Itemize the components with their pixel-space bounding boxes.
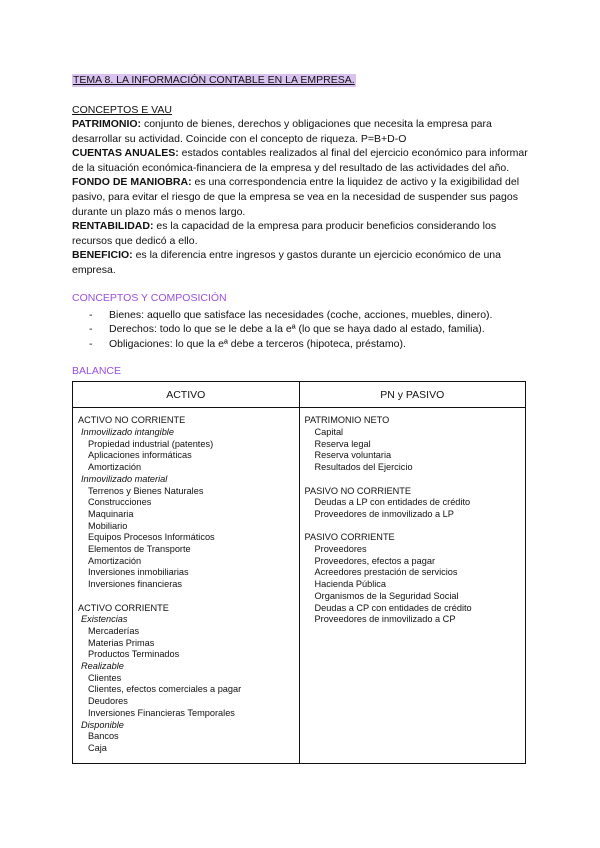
pn-title: PATRIMONIO NETO [304,415,390,426]
activo-column [73,408,300,763]
definitions-list [72,117,528,278]
definition-patrimonio [72,117,528,146]
balance-body-row [73,408,526,763]
table-row: Deudas a CP con entidades de crédito [314,602,472,613]
table-row: Inversiones financieras [88,579,182,590]
col-pasivo-header: PN y PASIVO [299,382,526,408]
conceptos-heading: CONCEPTOS E VAU [72,104,172,116]
table-row: Elementos de Transporte [88,544,191,555]
definition-beneficio [72,248,528,277]
definition-rentabilidad [72,219,528,248]
table-row: Construcciones [88,497,152,508]
list-item-text: Derechos: todo lo que se le debe a la eª (lo que se haya dado al estado, familia). [109,323,485,336]
definition-text: es una correspondencia entre la liquidez de activo y la exigibilidad del pasivo, para evitar el riesgo de que la empresa se vea en la necesidad de suspender sus pagos durante un plazo más o menos largo. [72,176,520,218]
list-item [72,337,528,352]
definition-text: conjunto de bienes, derechos y obligaciones que necesita la empresa para desarrollar su actividad. Coincide con el concepto de riqueza. P=B+D-O [72,118,492,145]
disponible-label: Disponible [81,719,124,730]
table-row: Deudores [88,696,128,707]
table-row: Proveedores de inmovilizado a LP [314,508,454,519]
dash-bullet-icon: - [89,337,93,350]
table-row: Acreedores prestación de servicios [314,567,458,578]
document-title-row [72,70,528,88]
composicion-heading: CONCEPTOS Y COMPOSICIÓN [72,291,227,304]
composicion-list [72,308,528,352]
balance-table [72,381,526,763]
realizable-label: Realizable [81,661,124,672]
spacer [78,591,295,603]
definition-text: es la diferencia entre ingresos y gastos durante un ejercicio económico de una empresa. [72,249,501,276]
table-row: Mercaderías [88,625,140,636]
pasivo-column [299,408,526,763]
spacer [305,521,522,533]
table-row: Propiedad industrial (patentes) [88,438,214,449]
table-row: Bancos [88,731,119,742]
definition-term: PATRIMONIO: [72,118,142,130]
intangible-label: Inmovilizado intangible [81,427,174,438]
anc-title: ACTIVO NO CORRIENTE [78,415,186,426]
table-row: Productos Terminados [88,649,180,660]
table-row: Amortización [88,555,142,566]
table-row: Maquinaria [88,508,134,519]
table-row: Organismos de la Seguridad Social [314,590,459,601]
table-row: Clientes [88,672,122,683]
dash-bullet-icon: - [89,323,93,336]
table-row: Resultados del Ejercicio [314,462,413,473]
definition-cuentas-anuales [72,146,528,175]
definition-term: CUENTAS ANUALES: [72,147,179,160]
definition-term: BENEFICIO: [72,249,133,262]
pc-title: PASIVO CORRIENTE [304,532,395,543]
definition-text: estados contables realizados al final del ejercicio económico para informar de la situación económica-financiera de la empresa y del resultado de las actividades del año. [72,147,528,174]
material-label: Inmovilizado material [81,473,168,484]
spacer [305,474,522,486]
list-item-text: Obligaciones: lo que la eª debe a terceros (hipoteca, préstamo). [109,337,406,350]
table-row: Materias Primas [88,637,155,648]
table-row: Amortización [88,462,142,473]
table-row: Deudas a LP con entidades de crédito [314,497,471,508]
document-page [72,70,528,764]
definition-text: es la capacidad de la empresa para producir beneficios considerando los recursos que dedicó a ello. [72,220,497,247]
definition-term: FONDO DE MANIOBRA: [72,176,192,189]
table-row: Reserva legal [314,438,371,449]
table-row: Proveedores [314,544,367,555]
existencias-label: Existencias [81,614,128,625]
table-row: Reserva voluntaria [314,450,392,461]
col-activo-header: ACTIVO [73,382,300,408]
table-row: Capital [314,427,344,438]
table-row: Proveedores de inmovilizado a CP [314,614,456,625]
list-item [72,322,528,337]
dash-bullet-icon: - [89,308,93,321]
table-row: Equipos Procesos Informáticos [88,532,215,543]
balance-header-row [73,382,526,408]
table-row: Proveedores, efectos a pagar [314,555,436,566]
table-row: Aplicaciones informáticas [88,450,192,461]
document-title: TEMA 8. LA INFORMACIÓN CONTABLE EN LA EMPRESA. [73,74,355,86]
ac-title: ACTIVO CORRIENTE [78,602,169,613]
table-row: Hacienda Pública [314,579,387,590]
table-row: Inversiones inmobiliarias [88,567,189,578]
table-row: Clientes, efectos comerciales a pagar [88,684,242,695]
definition-fondo-maniobra [72,175,528,219]
table-row: Terrenos y Bienes Naturales [88,485,204,496]
pnc-title: PASIVO NO CORRIENTE [304,485,412,496]
balance-heading: BALANCE [72,365,122,378]
definition-term: RENTABILIDAD: [72,220,154,233]
table-row: Inversiones Financieras Temporales [88,707,235,718]
list-item-text: Bienes: aquello que satisface las necesidades (coche, acciones, muebles, dinero). [109,308,493,321]
list-item [72,308,528,323]
table-row: Mobiliario [88,520,128,531]
table-row: Caja [88,742,107,753]
